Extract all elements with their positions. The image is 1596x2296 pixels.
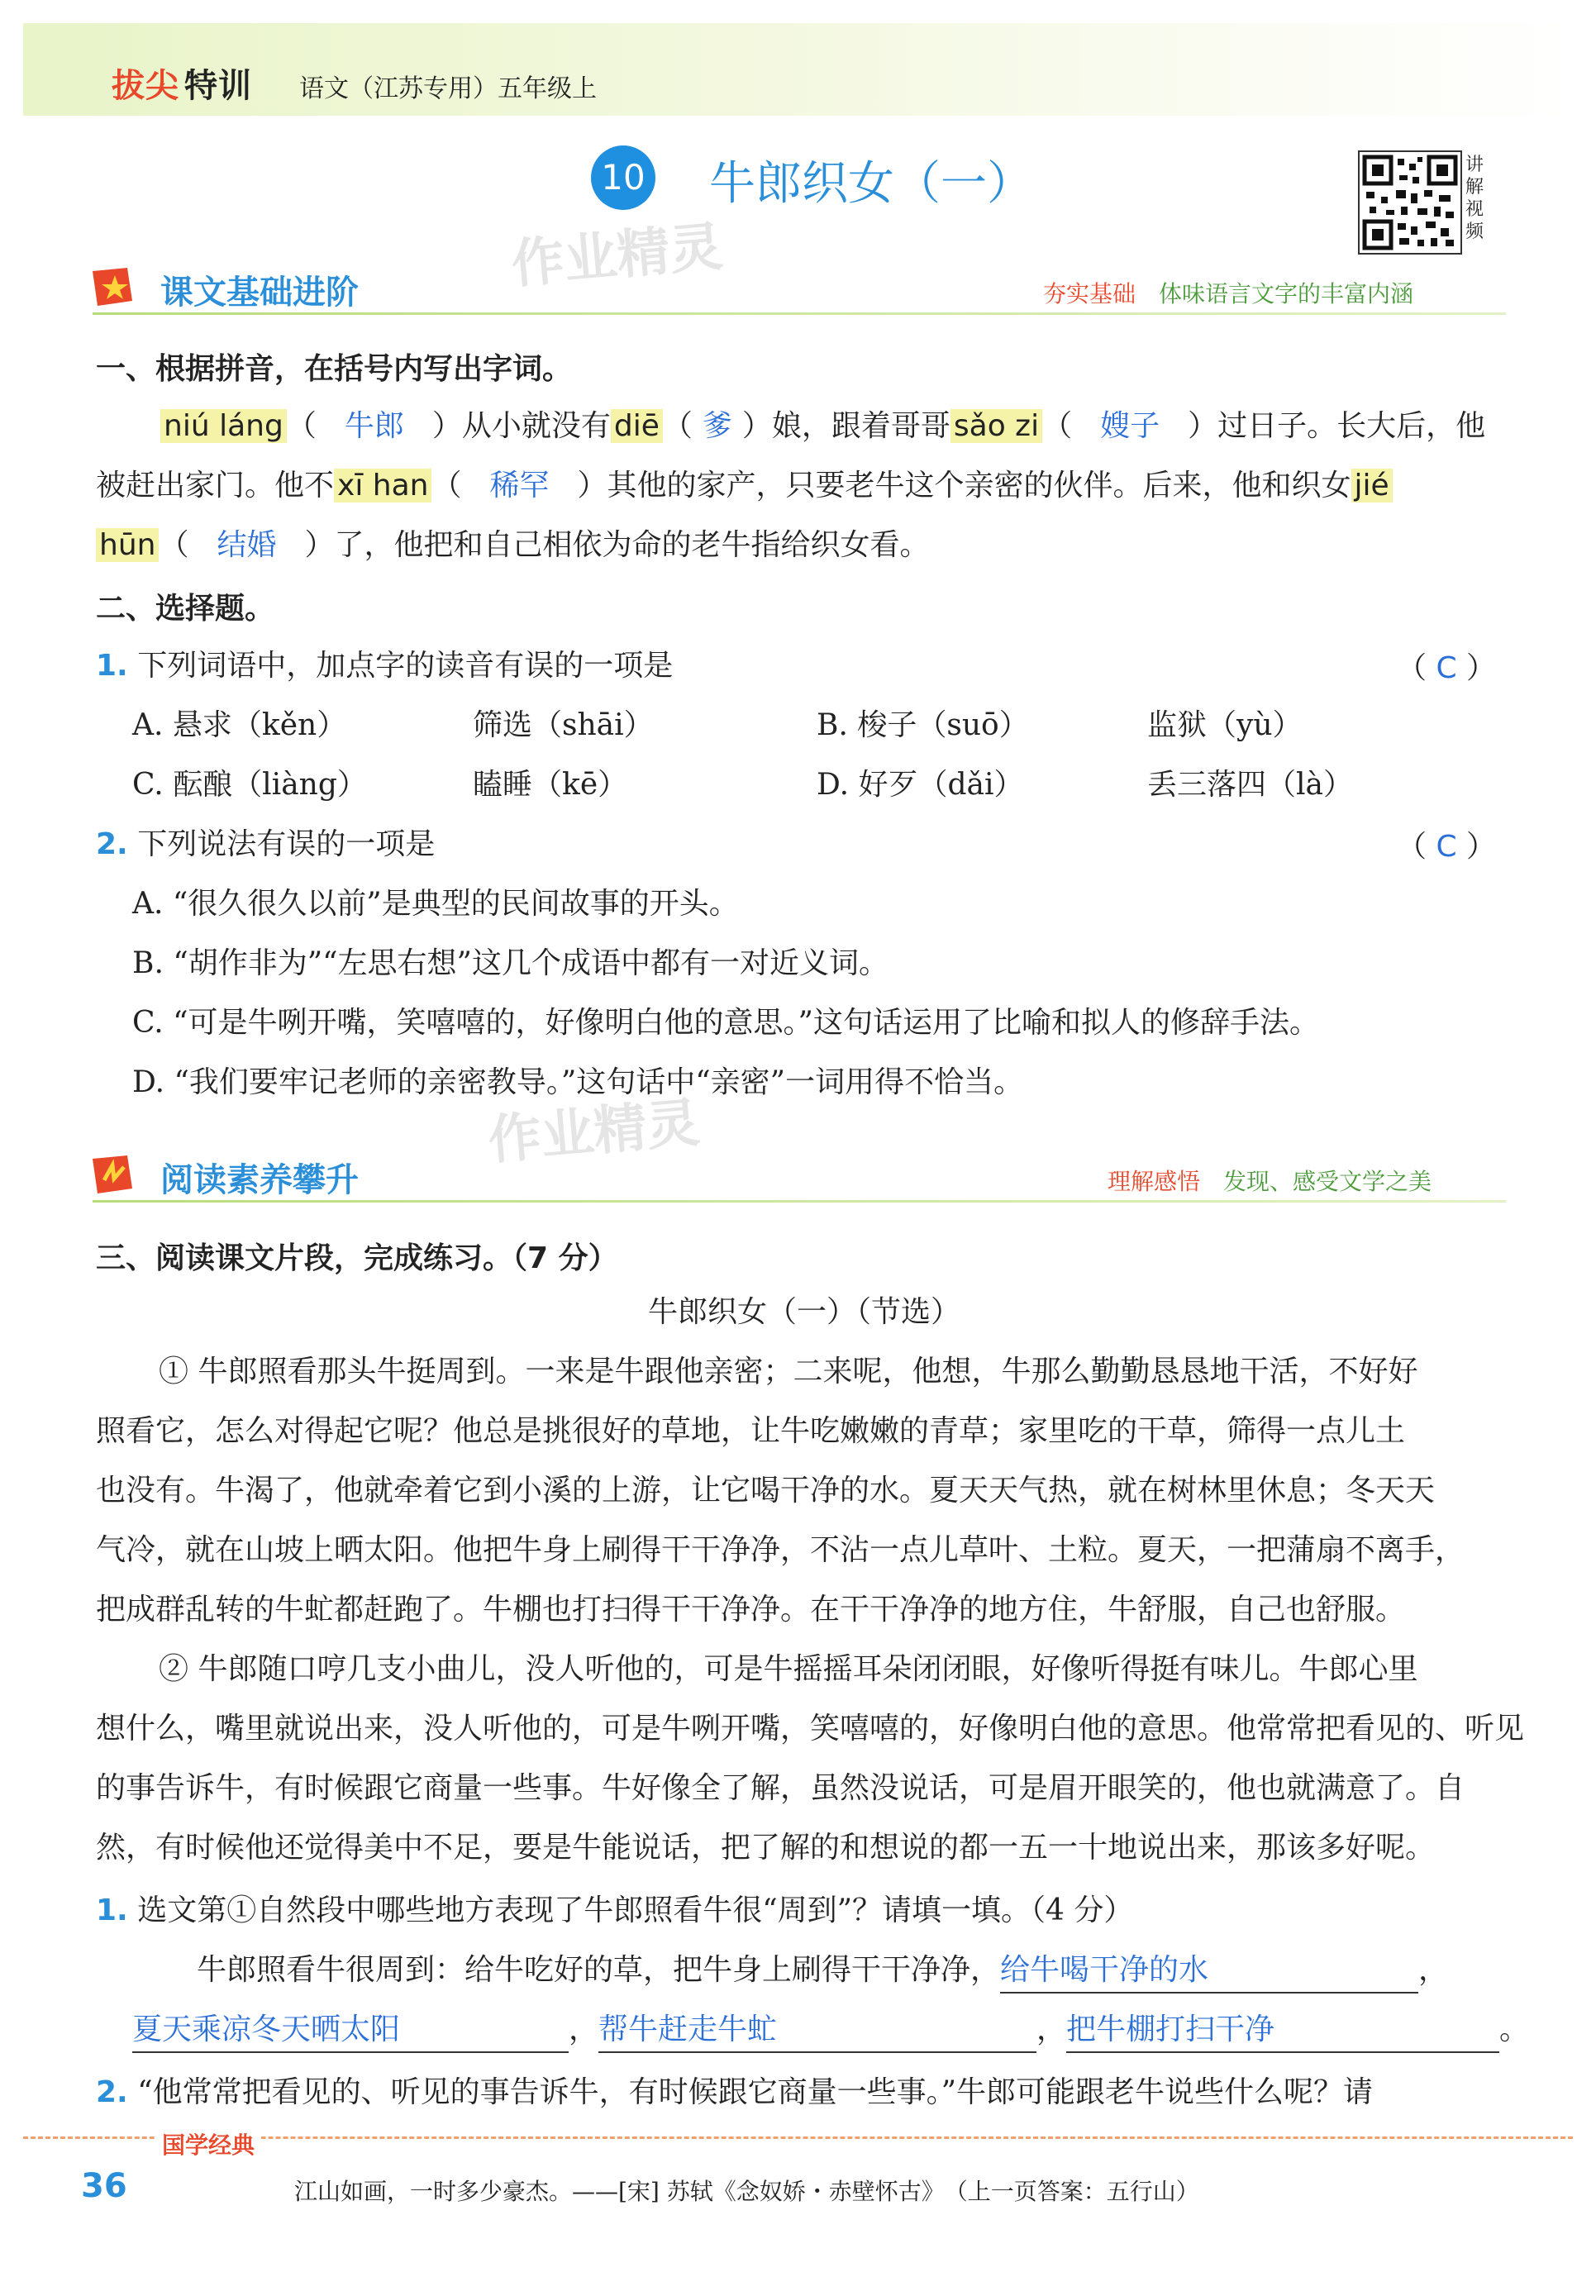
option-word: 好歹（dǎi） xyxy=(858,768,1024,802)
option-word: 悬求（kěn） xyxy=(172,708,347,742)
brand-logo xyxy=(112,60,252,107)
text-segment: ）过日子。长大后，他 xyxy=(1188,409,1486,443)
passage-title: 牛郎织女（一）（节选） xyxy=(648,1295,961,1329)
subject-label: 语文（江苏专用）五年级上 xyxy=(299,74,597,103)
question-heading-1: 一、根据拼音，在括号内写出字词。 xyxy=(96,352,573,386)
question-number: 1. xyxy=(96,649,128,683)
pinyin-line-3: hūn （ 结婚 ）了，他把和自己相依为命的老牛指给织女看。 xyxy=(96,516,1517,575)
text-segment: ）其他的家产，只要老牛这个亲密的伙伴。后来，他和织女 xyxy=(577,469,1351,503)
lesson-number-badge: 10 xyxy=(591,145,655,210)
option-label: C. xyxy=(132,768,164,802)
passage-line: 气冷，就在山坡上晒太阳。他把牛身上刷得干干净净，不沾一点儿草叶、土粒。夏天，一把蒲扇不离手， xyxy=(96,1533,1465,1567)
reading-question-2 xyxy=(96,2063,1373,2122)
lesson-title: 牛郎织女（一） xyxy=(709,157,1033,211)
brand-red-text: 拔尖 xyxy=(112,67,179,105)
pinyin-line-2: 被赶出家门。他不 xī han （ 稀罕 ）其他的家产，只要老牛这个亲密的伙伴。后来，他和织女 jié xyxy=(96,456,1517,516)
question-heading-2: 二、选择题。 xyxy=(96,592,275,626)
answer-saozi[interactable]: 嫂子 xyxy=(1100,409,1160,443)
statement-A[interactable]: A. “很久很久以前”是典型的民间故事的开头。 xyxy=(132,887,739,921)
section-divider xyxy=(93,312,1506,315)
question-heading-3: 三、阅读课文片段，完成练习。（7 分） xyxy=(96,1241,618,1275)
question-text: 选文第①自然段中哪些地方表现了牛郎照看牛很“周到”？请填一填。（4 分） xyxy=(137,1893,1134,1927)
punctuation: 。 xyxy=(1499,2013,1530,2046)
question-text: 下列说法有误的一项是 xyxy=(137,827,436,861)
choice-question-2 xyxy=(96,815,435,874)
statement-C[interactable]: C. “可是牛咧开嘴，笑嘻嘻的，好像明白他的意思。”这句话运用了比喻和拟人的修辞手法。 xyxy=(132,1006,1319,1040)
pinyin-line-1: niú láng （ 牛郎 ）从小就没有 diē （ 爹 ）娘，跟着哥哥 sǎo zi （ 嫂子 ）过日子。长大后，他 xyxy=(160,397,1516,456)
text-segment: ）娘，跟着哥哥 xyxy=(741,409,950,443)
option-word: 梭子（suō） xyxy=(857,708,1029,742)
option-B[interactable] xyxy=(817,696,1029,755)
text-segment: ）了，他把和自己相依为命的老牛指给织女看。 xyxy=(304,528,930,562)
section-title-basics: 课文基础进阶 xyxy=(160,274,359,312)
option-word: 酝酿（liàng） xyxy=(173,768,367,802)
fill-line-2 xyxy=(132,2000,1529,2060)
brand-black-text: 特训 xyxy=(184,67,252,105)
punctuation: ， xyxy=(569,2013,599,2046)
section-divider xyxy=(93,1200,1506,1203)
passage-line: 然，有时候他还觉得美中不足，要是牛能说话，把了解的和想说的都一五一十地说出来，那该多好呢。 xyxy=(96,1831,1436,1865)
answer-xihan[interactable]: 稀罕 xyxy=(489,469,550,503)
section-subtitle-basics xyxy=(1043,276,1413,309)
answer-box-2[interactable]: （ C ） xyxy=(1397,830,1497,864)
text-segment: 被赶出家门。他不 xyxy=(96,469,335,503)
page-header-band xyxy=(23,23,1573,116)
answer-letter: C xyxy=(1436,651,1457,685)
passage-paragraph-1 xyxy=(96,1342,1517,1640)
footer-quote: 江山如画，一时多少豪杰。——[宋] 苏轼《念奴娇・赤壁怀古》 （上一页答案：五行山） xyxy=(294,2178,1199,2205)
answer-die[interactable]: 爹 xyxy=(702,409,732,443)
statement-D[interactable]: D. “我们要牢记老师的亲密教导。”这句话中“亲密”一词用得不恰当。 xyxy=(132,1065,1024,1099)
passage-line: 把成群乱转的牛虻都赶跑了。牛棚也打扫得干干净净。在干干净净的地方住，牛舒服，自己也舒服。 xyxy=(96,1593,1406,1627)
option-label: D. xyxy=(817,768,850,802)
pinyin-niulang: niú láng xyxy=(160,409,287,443)
section-subtitle-reading xyxy=(1108,1164,1432,1197)
answer-jiehun[interactable]: 结婚 xyxy=(217,528,277,562)
fill-prefix: 牛郎照看牛很周到：给牛吃好的草，把牛身上刷得干干净净， xyxy=(197,1953,1001,1987)
watermark-middle: 作业精灵 xyxy=(485,1092,703,1172)
qr-code-icon[interactable] xyxy=(1358,150,1462,255)
star-flag-icon xyxy=(93,268,139,304)
option-A[interactable] xyxy=(132,696,346,755)
option-label: A. xyxy=(132,708,164,742)
qr-side-label: 讲解视频 xyxy=(1465,155,1484,242)
fill-blank-4[interactable]: 把牛棚打扫干净 xyxy=(1066,2008,1499,2053)
fill-blank-3[interactable]: 帮牛赶走牛虻 xyxy=(598,2008,1036,2053)
option-C[interactable] xyxy=(132,755,367,815)
section-subtitle-a: 夯实基础 xyxy=(1043,280,1136,307)
pinyin-hun: hūn xyxy=(96,528,159,562)
passage-line: 想什么，嘴里就说出来，没人听他的，可是牛咧开嘴，笑嘻嘻的，好像明白他的意思。他常常把看见的、听见 xyxy=(96,1712,1525,1746)
section-subtitle-b: 发现、感受文学之美 xyxy=(1223,1168,1432,1195)
fill-blank-2[interactable]: 夏天乘凉冬天晒太阳 xyxy=(132,2008,569,2053)
passage-line: 的事告诉牛，有时候跟它商量一些事。牛好像全了解，虽然没说话，可是眉开眼笑的，他也就满意了。自 xyxy=(96,1771,1465,1805)
text-segment: ）从小就没有 xyxy=(431,409,611,443)
pinyin-xihan: xī han xyxy=(334,469,431,503)
option-label: B. xyxy=(817,708,848,742)
passage-paragraph-2 xyxy=(96,1640,1525,1878)
option-D[interactable] xyxy=(817,755,1024,815)
passage-line: 照看它，怎么对得起它呢？他总是挑很好的草地，让牛吃嫩嫩的青草；家里吃的干草，筛得一点儿土 xyxy=(96,1414,1406,1448)
pinyin-die: diē xyxy=(611,409,663,443)
passage-line: 也没有。牛渴了，他就牵着它到小溪的上游，让它喝干净的水。夏天天气热，就在树林里休息；冬天天 xyxy=(96,1474,1436,1508)
watermark-top: 作业精灵 xyxy=(508,216,726,296)
option-B-second: 监狱（yù） xyxy=(1147,708,1303,742)
section-title-reading: 阅读素养攀升 xyxy=(160,1161,359,1199)
answer-box-1[interactable]: （ C ） xyxy=(1397,651,1497,685)
answer-letter: C xyxy=(1436,830,1457,864)
answer-niulang[interactable]: 牛郎 xyxy=(344,409,404,443)
question-text: 下列词语中，加点字的读音有误的一项是 xyxy=(137,649,674,683)
option-C-second: 瞌睡（kē） xyxy=(473,768,628,802)
section-subtitle-a: 理解感悟 xyxy=(1108,1168,1201,1195)
section-subtitle-b: 体味语言文字的丰富内涵 xyxy=(1159,280,1414,307)
statement-B[interactable]: B. “胡作非为”“左思右想”这几个成语中都有一对近义词。 xyxy=(132,946,889,980)
reading-flag-icon xyxy=(93,1155,139,1192)
passage-line: ② 牛郎随口哼几支小曲儿，没人听他的，可是牛摇摇耳朵闭闭眼，好像听得挺有味儿。牛郎心里 xyxy=(159,1652,1418,1686)
punctuation: ， xyxy=(1418,1953,1449,1987)
footer-tag: 国学经典 xyxy=(155,2127,261,2160)
pinyin-jie: jié xyxy=(1351,469,1393,503)
fill-line-1 xyxy=(197,1941,1448,2000)
question-number: 2. xyxy=(96,827,128,861)
option-A-second: 筛选（shāi） xyxy=(473,708,654,742)
punctuation: ， xyxy=(1036,2013,1067,2046)
page-number: 36 xyxy=(81,2167,127,2205)
fill-blank-1[interactable]: 给牛喝干净的水 xyxy=(1000,1949,1418,1994)
choice-question-1 xyxy=(96,636,673,696)
pinyin-saozi: sǎo zi xyxy=(950,409,1042,443)
question-number: 2. xyxy=(96,2075,128,2109)
reading-question-1 xyxy=(96,1881,1133,1941)
question-number: 1. xyxy=(96,1893,128,1927)
question-text: “他常常把看见的、听见的事告诉牛，有时候跟它商量一些事。”牛郎可能跟老牛说些什么呢？请 xyxy=(137,2075,1373,2109)
passage-line: ① 牛郎照看那头牛挺周到。一来是牛跟他亲密；二来呢，他想，牛那么勤勤恳恳地干活，不好好 xyxy=(159,1355,1418,1389)
option-D-second: 丢三落四（là） xyxy=(1147,768,1353,802)
